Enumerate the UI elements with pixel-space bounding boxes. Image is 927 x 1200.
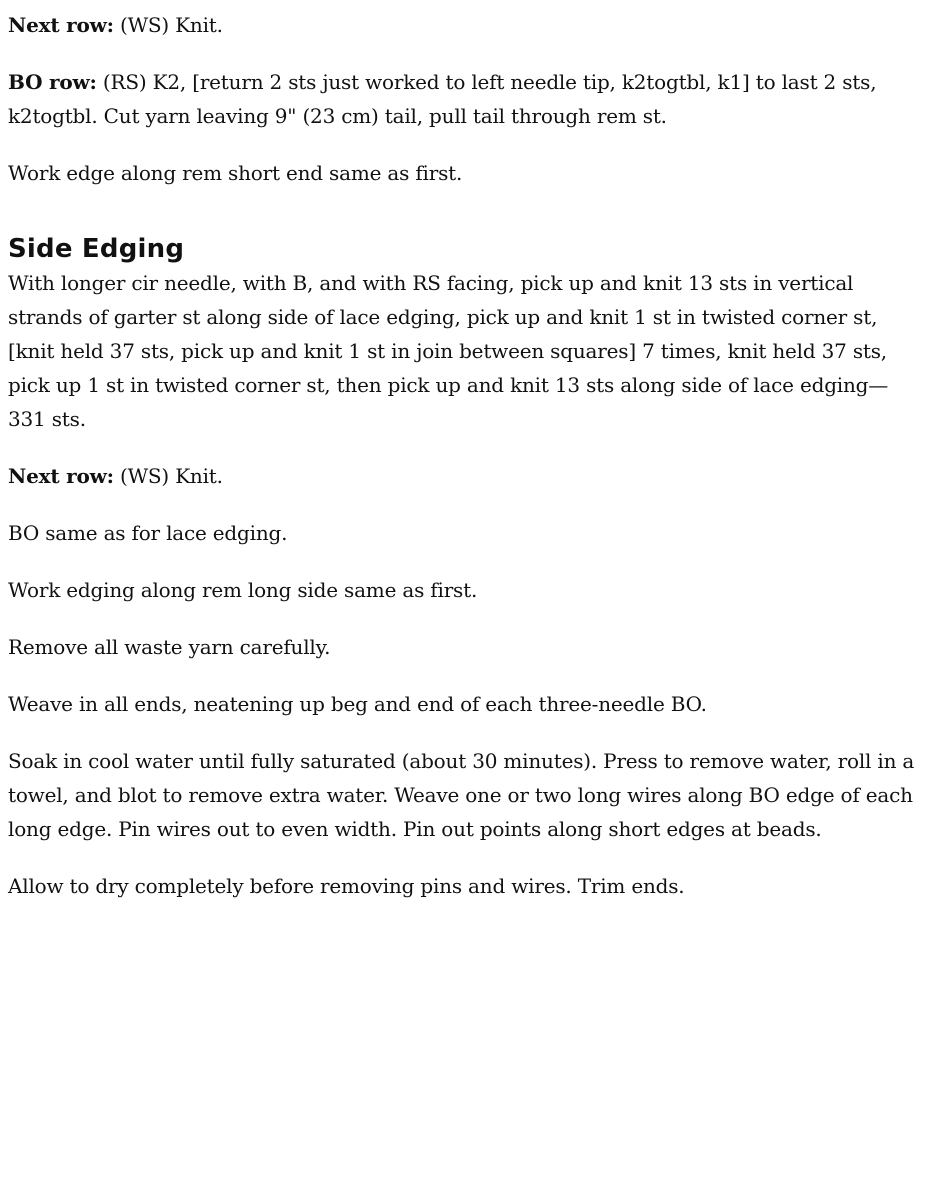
short-end-paragraph: Work edge along rem short end same as first.	[8, 161, 463, 185]
next-row-label: Next row:	[8, 13, 114, 37]
weave-ends-paragraph: Weave in all ends, neatening up beg and end of each three-needle BO.	[8, 692, 707, 716]
next-row-label-2: Next row:	[8, 464, 114, 488]
long-side-paragraph: Work edging along rem long side same as first.	[8, 578, 478, 602]
bo-row-text: (RS) K2, [return 2 sts just worked to left needle tip, k2togtbl, k1] to last 2 sts, k2togtbl. Cut yarn leaving 9" (23 cm) tail, pull tail through rem st.	[8, 70, 877, 128]
waste-yarn-paragraph: Remove all waste yarn carefully.	[8, 635, 331, 659]
dry-paragraph: Allow to dry completely before removing pins and wires. Trim ends.	[8, 874, 685, 898]
side-edging-heading: Side Edging	[8, 234, 185, 264]
bo-row-paragraph	[8, 65, 920, 133]
bo-row-label: BO row:	[8, 70, 97, 94]
blocking-paragraph: Soak in cool water until fully saturated (about 30 minutes). Press to remove water, roll in a towel, and blot to remove extra water. Weave one or two long wires along BO edge of each long edge. Pin wires out to even width. Pin out points along short edges at beads.	[8, 749, 915, 841]
next-row-paragraph	[8, 8, 920, 42]
next-row-text-2: (WS) Knit.	[113, 464, 223, 488]
next-row-text: (WS) Knit.	[113, 13, 223, 37]
next-row-paragraph-2	[8, 459, 920, 493]
bo-same-paragraph: BO same as for lace edging.	[8, 521, 288, 545]
pick-up-paragraph: With longer cir needle, with B, and with RS facing, pick up and knit 13 sts in vertical strands of garter st along side of lace edging, pick up and knit 1 st in twisted corner st, [knit held 37 sts, pick up and knit 1 st in join between squares] 7 times, knit held 37 sts, pick up 1 st in twisted corner st, then pick up and knit 13 sts along side of lace edging—331 sts.	[8, 271, 889, 431]
document-page	[8, 8, 920, 926]
